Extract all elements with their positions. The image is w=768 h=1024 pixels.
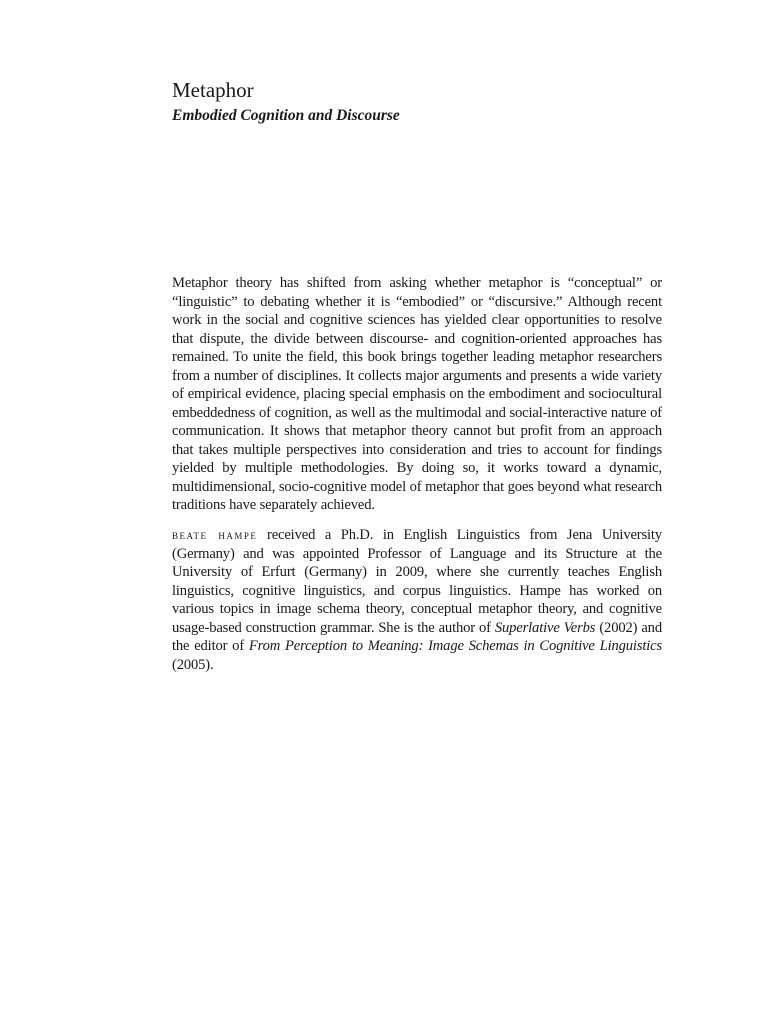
author-bio-text-1: received a Ph.D. in English Linguistics from Jena University (Germany) and was appointed Professor of Language and its Structure at the University of Erfurt (Germany) in 2009, where she currently teaches English linguistics, cognitive linguistics, and corpus linguistics. Hampe has worked on various topics in image schema theory, conceptual metaphor theory, and cognitive usage-based construction grammar. She is the author of (172, 527, 662, 636)
work-title-superlative-verbs: Superlative Verbs (494, 619, 596, 636)
author-bio-text-2: (2002) and the editor of (172, 619, 662, 654)
author-bio-text-3: (2005). (172, 656, 214, 673)
book-description: Metaphor theory has shifted from asking whether metaphor is “conceptual” or “linguistic” to debating whether it is “embodied” or “discursive.” Although recent work in the social and cognitive sciences has yielded clear opportunities to resolve that dispute, the divide between discourse- and cognition-oriented approaches has remained. To unite the field, this book brings together leading metaphor researchers from a number of disciplines. It collects major arguments and presents a wide variety of empirical evidence, placing special emphasis on the embodiment and sociocultural embeddedness of cognition, as well as the multimodal and social-interactive nature of communication. It shows that metaphor theory cannot but profit from an approach that takes multiple perspectives into consideration and tries to account for findings yielded by multiple methodologies. By doing so, it works toward a dynamic, multidimensional, socio-cognitive model of metaphor that goes beyond what research traditions have separately achieved. (172, 275, 662, 513)
book-subtitle: Embodied Cognition and Discourse (172, 107, 400, 124)
book-title: Metaphor (172, 78, 254, 102)
author-bio (172, 526, 662, 674)
author-name: beate hampe (172, 527, 258, 542)
work-title-from-perception: From Perception to Meaning: Image Schemas in Cognitive Linguistics (248, 638, 663, 654)
